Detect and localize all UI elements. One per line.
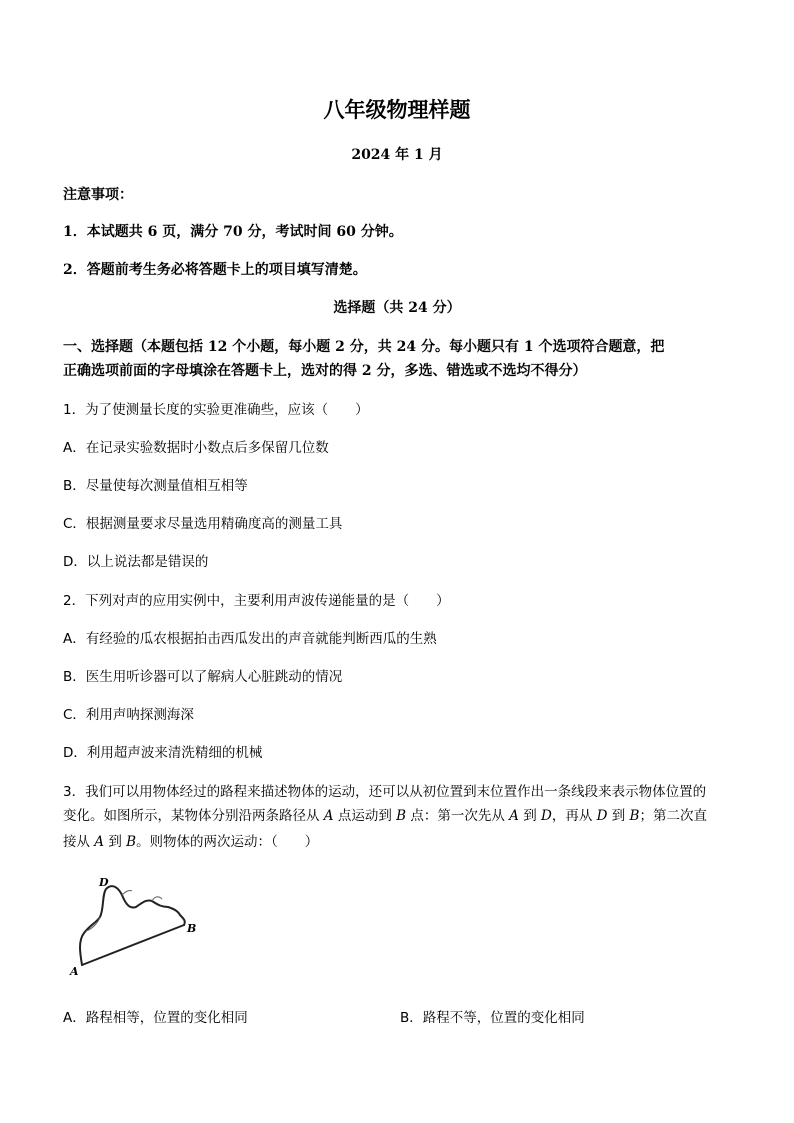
figure-label-b: B bbox=[187, 922, 197, 935]
question-2-option-c: C．利用声呐探测海深 bbox=[63, 707, 194, 723]
exam-date: 2024 年 1 月 bbox=[351, 147, 443, 163]
part-instruction-line-1: 一、选择题（本题包括 12 个小题，每小题 2 分，共 24 分。每小题只有 1 个选项符合题意，把 bbox=[63, 339, 665, 355]
figure-label-d: D bbox=[99, 876, 109, 889]
path-diagram bbox=[62, 873, 208, 977]
question-3-option-a: A．路程相等，位置的变化相同 bbox=[63, 1010, 248, 1026]
figure-label-a: A bbox=[70, 965, 79, 977]
point-label-b: B bbox=[396, 808, 407, 824]
question-3-stem-line-1: 3．我们可以用物体经过的路程来描述物体的运动，还可以从初位置到末位置作出一条线段来表示物体位置的 bbox=[63, 784, 707, 800]
question-1-option-a: A．在记录实验数据时小数点后多保留几位数 bbox=[63, 440, 329, 456]
question-2-stem: 2．下列对声的应用实例中，主要利用声波传递能量的是（ ） bbox=[63, 593, 450, 609]
point-label-d: D bbox=[541, 808, 552, 824]
question-2-option-d: D．利用超声波来清洗精细的机械 bbox=[63, 745, 263, 761]
part-instruction-line-2: 正确选项前面的字母填涂在答题卡上，选对的得 2 分，多选、错选或不选均不得分） bbox=[63, 363, 587, 379]
question-3-option-b: B．路程不等，位置的变化相同 bbox=[400, 1010, 585, 1026]
question-2-option-b: B．医生用听诊器可以了解病人心脏跳动的情况 bbox=[63, 669, 343, 685]
question-1-option-d: D．以上说法都是错误的 bbox=[63, 554, 209, 570]
notice-item-2: 2．答题前考生务必将答题卡上的项目填写清楚。 bbox=[63, 262, 367, 278]
section-title: 选择题（共 24 分） bbox=[333, 300, 461, 316]
question-3-stem-line-2: 变化。如图所示，某物体分别沿两条路径从 A 点运动到 B 点：第一次先从 A 到 D，再从 D 到 B；第二次直 bbox=[63, 808, 707, 824]
page-title: 八年级物理样题 bbox=[323, 97, 471, 122]
point-label-a: A bbox=[323, 808, 334, 824]
question-2-option-a: A．有经验的瓜农根据拍击西瓜发出的声音就能判断西瓜的生熟 bbox=[63, 631, 437, 647]
question-1-stem: 1．为了使测量长度的实验更准确些，应该（ ） bbox=[63, 402, 369, 418]
question-1-option-b: B．尽量使每次测量值相互相等 bbox=[63, 478, 248, 494]
notice-heading: 注意事项： bbox=[63, 187, 133, 203]
question-3-stem-line-3: 接从 A 到 B。则物体的两次运动：（ ） bbox=[63, 834, 319, 850]
question-1-option-c: C．根据测量要求尽量选用精确度高的测量工具 bbox=[63, 516, 343, 532]
notice-item-1: 1．本试题共 6 页，满分 70 分，考试时间 60 分钟。 bbox=[63, 224, 403, 240]
